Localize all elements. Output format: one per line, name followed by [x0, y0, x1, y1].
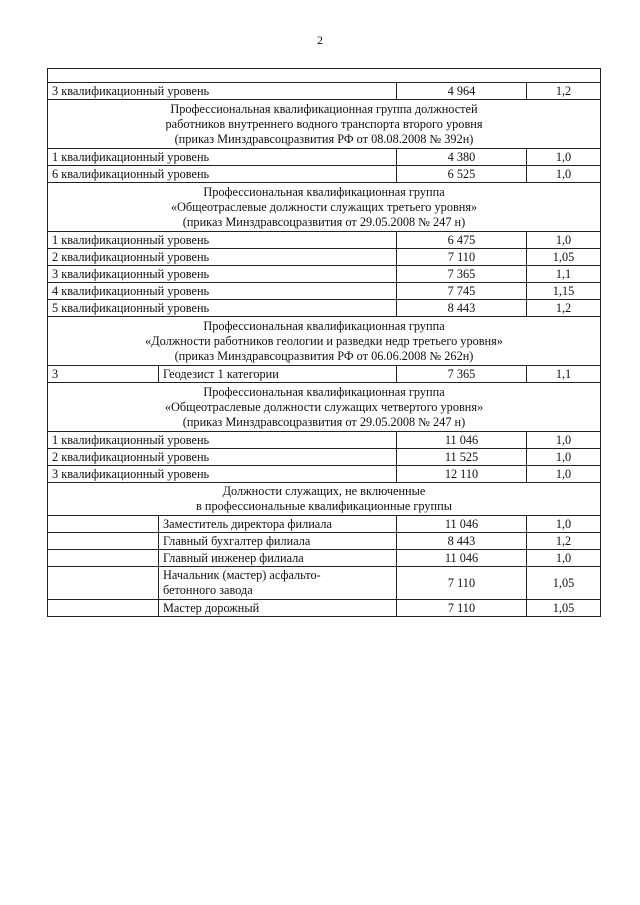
position-title: Главный бухгалтер филиала [159, 533, 397, 550]
table-row [48, 466, 601, 483]
coefficient-value: 1,0 [527, 449, 601, 466]
page-number: 2 [317, 33, 323, 47]
qualification-level: 3 квалификационный уровень [48, 266, 397, 283]
group-header-line: Профессиональная квалификационная группа [203, 384, 445, 399]
position-title: Мастер дорожный [159, 600, 397, 617]
group-header-line: «Общеотраслевые должности служащих четвертого уровня» [164, 399, 484, 414]
group-header [48, 383, 601, 432]
position-title: Главный инженер филиала [159, 550, 397, 567]
coefficient-value: 1,1 [527, 266, 601, 283]
coefficient-value: 1,0 [527, 466, 601, 483]
coefficient-value: 1,05 [527, 567, 601, 600]
salary-value: 8 443 [397, 300, 527, 317]
salary-value: 6 525 [397, 166, 527, 183]
level-number [48, 550, 159, 567]
salary-value: 7 745 [397, 283, 527, 300]
position-title: Геодезист 1 категории [159, 366, 397, 383]
salary-table [47, 68, 601, 617]
qualification-level: 3 квалификационный уровень [48, 466, 397, 483]
level-number [48, 516, 159, 533]
salary-value: 4 964 [397, 83, 527, 100]
qualification-level: 2 квалификационный уровень [48, 249, 397, 266]
group-header-line: (приказ Минздравсоцразвития РФ от 06.06.2008 № 262н) [174, 348, 474, 363]
table-row [48, 449, 601, 466]
coefficient-value: 1,0 [527, 550, 601, 567]
salary-value: 7 365 [397, 366, 527, 383]
blank-cell [48, 69, 601, 83]
table-row [48, 149, 601, 166]
table-row [48, 567, 601, 600]
salary-value: 7 110 [397, 600, 527, 617]
group-header-line: (приказ Минздравсоцразвития РФ от 08.08.2008 № 392н) [174, 131, 474, 146]
position-title: Заместитель директора филиала [159, 516, 397, 533]
group-header-row [48, 317, 601, 366]
coefficient-value: 1,0 [527, 232, 601, 249]
level-number [48, 600, 159, 617]
position-title: Начальник (мастер) асфальто- бетонного завода [159, 567, 397, 600]
salary-value: 8 443 [397, 533, 527, 550]
group-header-line: в профессиональные квалификационные группы [196, 499, 452, 513]
coefficient-value: 1,0 [527, 166, 601, 183]
table-row [48, 300, 601, 317]
table-row [48, 166, 601, 183]
salary-value: 7 110 [397, 567, 527, 600]
coefficient-value: 1,2 [527, 83, 601, 100]
table-row [48, 533, 601, 550]
group-header-line: «Должности работников геологии и разведки недр третьего уровня» [145, 333, 503, 348]
salary-value: 6 475 [397, 232, 527, 249]
qualification-level: 1 квалификационный уровень [48, 232, 397, 249]
group-header-line: Профессиональная квалификационная группа должностей [170, 101, 478, 116]
group-header [48, 100, 601, 149]
salary-table-body [48, 69, 601, 617]
coefficient-value: 1,1 [527, 366, 601, 383]
salary-value: 7 110 [397, 249, 527, 266]
qualification-level: 1 квалификационный уровень [48, 149, 397, 166]
group-header-row [48, 383, 601, 432]
coefficient-value: 1,05 [527, 249, 601, 266]
salary-value: 11 046 [397, 516, 527, 533]
qualification-level: 6 квалификационный уровень [48, 166, 397, 183]
group-header-line: работников внутреннего водного транспорта второго уровня [165, 116, 483, 131]
group-header-line: Должности служащих, не включенные [222, 484, 426, 498]
table-row [48, 266, 601, 283]
table-row [48, 366, 601, 383]
qualification-level: 1 квалификационный уровень [48, 432, 397, 449]
level-number: 3 [48, 366, 159, 383]
table-row [48, 550, 601, 567]
coefficient-value: 1,2 [527, 300, 601, 317]
group-header-row [48, 100, 601, 149]
salary-value: 11 525 [397, 449, 527, 466]
table-row [48, 283, 601, 300]
qualification-level: 5 квалификационный уровень [48, 300, 397, 317]
table-row [48, 232, 601, 249]
group-header-line: (приказ Минздравсоцразвития от 29.05.2008 № 247 н) [182, 214, 466, 229]
coefficient-value: 1,15 [527, 283, 601, 300]
group-header-line: (приказ Минздравсоцразвития от 29.05.2008 № 247 н) [182, 414, 466, 429]
table-row [48, 600, 601, 617]
group-header [48, 317, 601, 366]
group-header-line: Профессиональная квалификационная группа [203, 184, 445, 199]
coefficient-value: 1,0 [527, 149, 601, 166]
level-number [48, 567, 159, 600]
salary-value: 11 046 [397, 550, 527, 567]
coefficient-value: 1,05 [527, 600, 601, 617]
salary-value: 7 365 [397, 266, 527, 283]
level-number [48, 533, 159, 550]
table-row-blank [48, 69, 601, 83]
group-header-line: Профессиональная квалификационная группа [203, 318, 445, 333]
coefficient-value: 1,2 [527, 533, 601, 550]
table-row [48, 432, 601, 449]
coefficient-value: 1,0 [527, 516, 601, 533]
group-header-row [48, 183, 601, 232]
group-header-row [48, 483, 601, 516]
group-header [48, 183, 601, 232]
group-header [48, 483, 601, 516]
coefficient-value: 1,0 [527, 432, 601, 449]
qualification-level: 4 квалификационный уровень [48, 283, 397, 300]
group-header-line: «Общеотраслевые должности служащих третьего уровня» [170, 199, 478, 214]
qualification-level: 2 квалификационный уровень [48, 449, 397, 466]
table-row [48, 516, 601, 533]
salary-value: 11 046 [397, 432, 527, 449]
salary-value: 12 110 [397, 466, 527, 483]
table-row [48, 249, 601, 266]
salary-value: 4 380 [397, 149, 527, 166]
table-row [48, 83, 601, 100]
qualification-level: 3 квалификационный уровень [48, 83, 397, 100]
